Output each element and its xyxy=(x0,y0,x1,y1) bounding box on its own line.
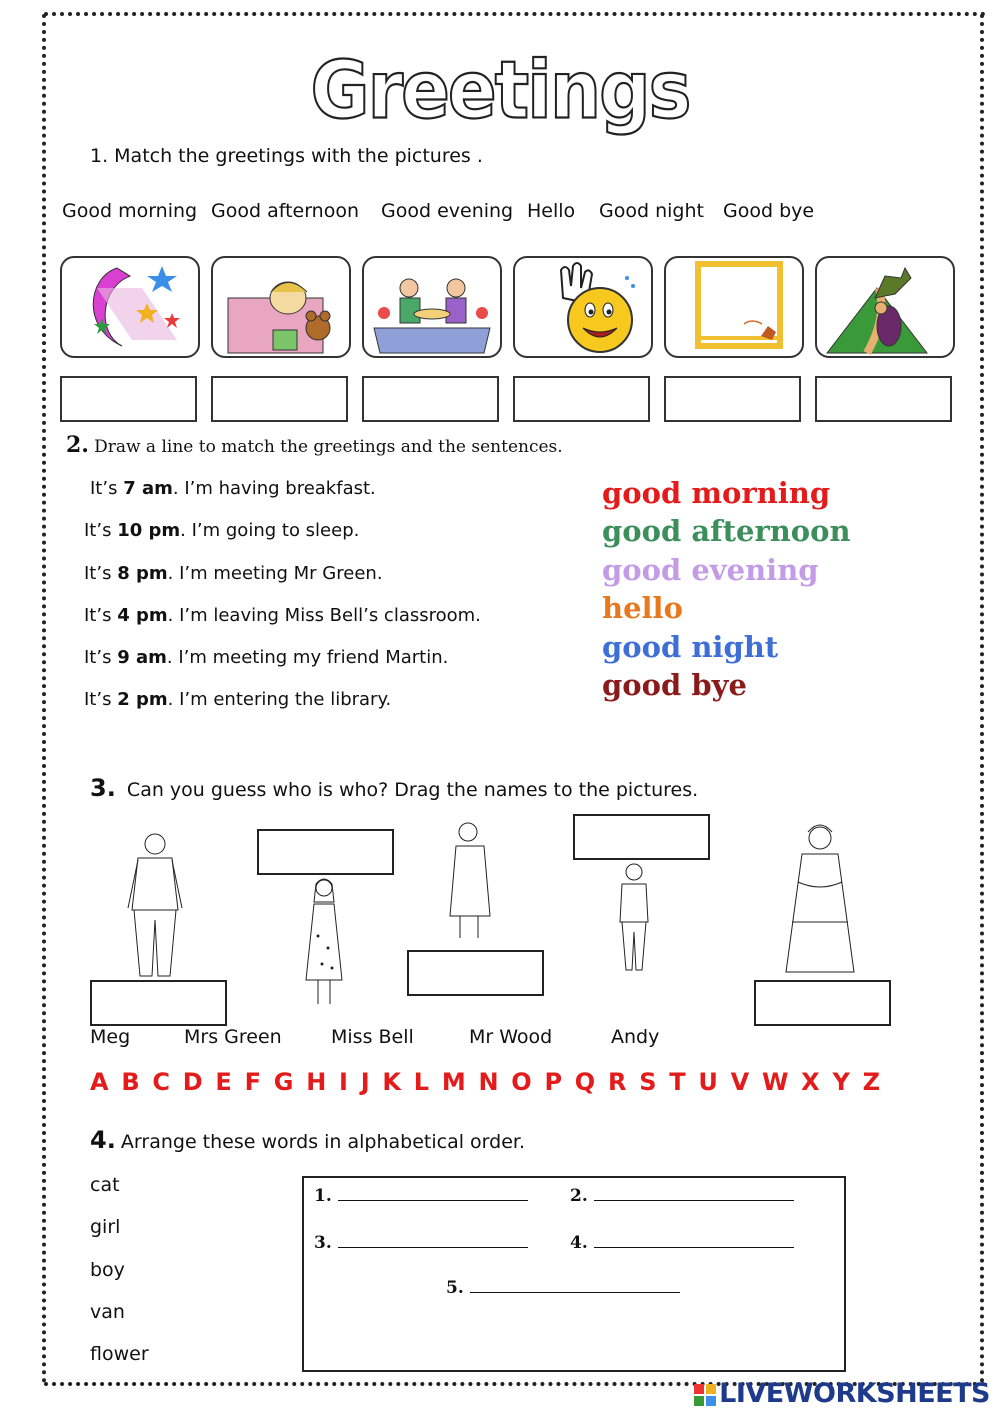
section4-number: 4. xyxy=(90,1126,116,1154)
alphabet-letter: M xyxy=(441,1068,466,1096)
alphabet-letter: U xyxy=(698,1068,718,1096)
alphabet-letter: I xyxy=(339,1068,348,1096)
alphabet-letter: Q xyxy=(574,1068,596,1096)
waving-smiley-picture xyxy=(513,256,653,358)
alphabet-letter: B xyxy=(121,1068,140,1096)
alphabet-letter: K xyxy=(382,1068,402,1096)
name-drop-box[interactable] xyxy=(90,980,227,1026)
section2-heading xyxy=(66,432,563,458)
draggable-name[interactable]: Meg xyxy=(90,1026,131,1048)
greeting-option[interactable]: good bye xyxy=(602,668,747,702)
alphabet-letter: C xyxy=(152,1068,170,1096)
section4-instruction: Arrange these words in alphabetical order. xyxy=(120,1131,526,1153)
answer-box[interactable] xyxy=(513,376,650,422)
order-slot[interactable]: 3. xyxy=(314,1233,528,1253)
order-slot[interactable]: 2. xyxy=(570,1186,794,1206)
lady-figure xyxy=(778,822,862,980)
page-title: Greetings xyxy=(310,43,690,137)
alphabet-letter: N xyxy=(478,1068,499,1096)
word-to-order: girl xyxy=(90,1216,121,1238)
alphabet-letter: E xyxy=(215,1068,232,1096)
order-slot[interactable]: 1. xyxy=(314,1186,528,1206)
order-slot[interactable]: 4. xyxy=(570,1233,794,1253)
sentence[interactable]: It’s 2 pm. I’m entering the library. xyxy=(84,689,392,710)
name-drop-box[interactable] xyxy=(754,980,891,1026)
name-drop-box[interactable] xyxy=(257,829,394,875)
greeting-word[interactable]: Good bye xyxy=(723,200,815,222)
greeting-option[interactable]: good afternoon xyxy=(602,514,851,548)
alphabet-letter: A xyxy=(90,1068,109,1096)
girl-figure xyxy=(296,876,352,1008)
liveworksheets-text: LIVEWORKSHEETS xyxy=(719,1378,990,1409)
section3-heading xyxy=(90,774,698,802)
draggable-name[interactable]: Mrs Green xyxy=(184,1026,282,1048)
sentence[interactable]: It’s 10 pm. I’m going to sleep. xyxy=(84,520,360,541)
word-to-order: boy xyxy=(90,1259,125,1281)
alphabet-letter: S xyxy=(639,1068,657,1096)
greeting-word[interactable]: Good night xyxy=(599,200,704,222)
section3-number: 3. xyxy=(90,774,116,802)
name-drop-box[interactable] xyxy=(573,814,710,860)
section3-instruction: Can you guess who is who? Drag the names to the pictures. xyxy=(126,779,699,801)
answer-box[interactable] xyxy=(815,376,952,422)
answer-box[interactable] xyxy=(362,376,499,422)
liveworksheets-logo xyxy=(694,1378,990,1409)
alphabet-letter: J xyxy=(360,1068,370,1096)
sentence[interactable]: It’s 7 am. I’m having breakfast. xyxy=(90,478,376,499)
greeting-word[interactable]: Good evening xyxy=(381,200,514,222)
answer-box[interactable] xyxy=(60,376,197,422)
greeting-word[interactable]: Good morning xyxy=(62,200,198,222)
alphabet-letter: X xyxy=(801,1068,820,1096)
alphabet-letter: H xyxy=(306,1068,327,1096)
farewell-picture xyxy=(815,256,955,358)
answer-box[interactable] xyxy=(211,376,348,422)
moon-stars-picture xyxy=(60,256,200,358)
alphabet-row xyxy=(90,1068,880,1096)
sleeping-child-picture xyxy=(211,256,351,358)
sentence[interactable]: It’s 9 am. I’m meeting my friend Martin. xyxy=(84,647,449,668)
alphabet-letter: D xyxy=(182,1068,203,1096)
order-slot[interactable]: 5. xyxy=(446,1278,680,1298)
sentence[interactable]: It’s 8 pm. I’m meeting Mr Green. xyxy=(84,563,383,584)
alphabet-letter: V xyxy=(730,1068,750,1096)
draggable-name[interactable]: Miss Bell xyxy=(331,1026,414,1048)
word-to-order: flower xyxy=(90,1343,149,1365)
alphabet-letter: T xyxy=(669,1068,686,1096)
draggable-name[interactable]: Andy xyxy=(611,1026,660,1048)
alphabet-letter: P xyxy=(544,1068,563,1096)
answer-box[interactable] xyxy=(664,376,801,422)
alphabet-letter: F xyxy=(244,1068,261,1096)
greeting-option[interactable]: good evening xyxy=(602,553,819,587)
alphabet-letter: W xyxy=(761,1068,789,1096)
sentence[interactable]: It’s 4 pm. I’m leaving Miss Bell’s classroom. xyxy=(84,605,481,626)
greeting-option[interactable]: good night xyxy=(602,630,779,664)
greeting-word[interactable]: Good afternoon xyxy=(211,200,360,222)
alphabet-letter: Z xyxy=(862,1068,880,1096)
draggable-name[interactable]: Mr Wood xyxy=(469,1026,553,1048)
alphabet-letter: L xyxy=(413,1068,430,1096)
liveworksheets-icon xyxy=(694,1384,716,1406)
page-border-right xyxy=(980,14,984,1384)
greeting-option[interactable]: good morning xyxy=(602,476,831,510)
word-to-order: cat xyxy=(90,1174,120,1196)
alphabet-letter: Y xyxy=(832,1068,850,1096)
boy-figure xyxy=(608,862,658,974)
section2-number: 2. xyxy=(66,432,89,458)
name-drop-box[interactable] xyxy=(407,950,544,996)
word-to-order: van xyxy=(90,1301,125,1323)
cafe-couple-picture xyxy=(362,256,502,358)
greeting-word[interactable]: Hello xyxy=(527,200,576,222)
section1-instruction: 1. Match the greetings with the pictures . xyxy=(90,145,483,167)
alphabet-letter: O xyxy=(511,1068,532,1096)
section4-heading xyxy=(90,1126,525,1154)
alphabet-letter: G xyxy=(273,1068,294,1096)
old-woman-figure xyxy=(440,820,500,944)
man-figure xyxy=(110,830,200,980)
page-border-top xyxy=(44,12,986,16)
page-border-left xyxy=(42,14,46,1384)
alphabet-letter: R xyxy=(607,1068,627,1096)
greeting-option[interactable]: hello xyxy=(602,591,683,625)
window-sunrise-picture xyxy=(664,256,804,358)
section2-instruction: Draw a line to match the greetings and the sentences. xyxy=(94,437,563,457)
